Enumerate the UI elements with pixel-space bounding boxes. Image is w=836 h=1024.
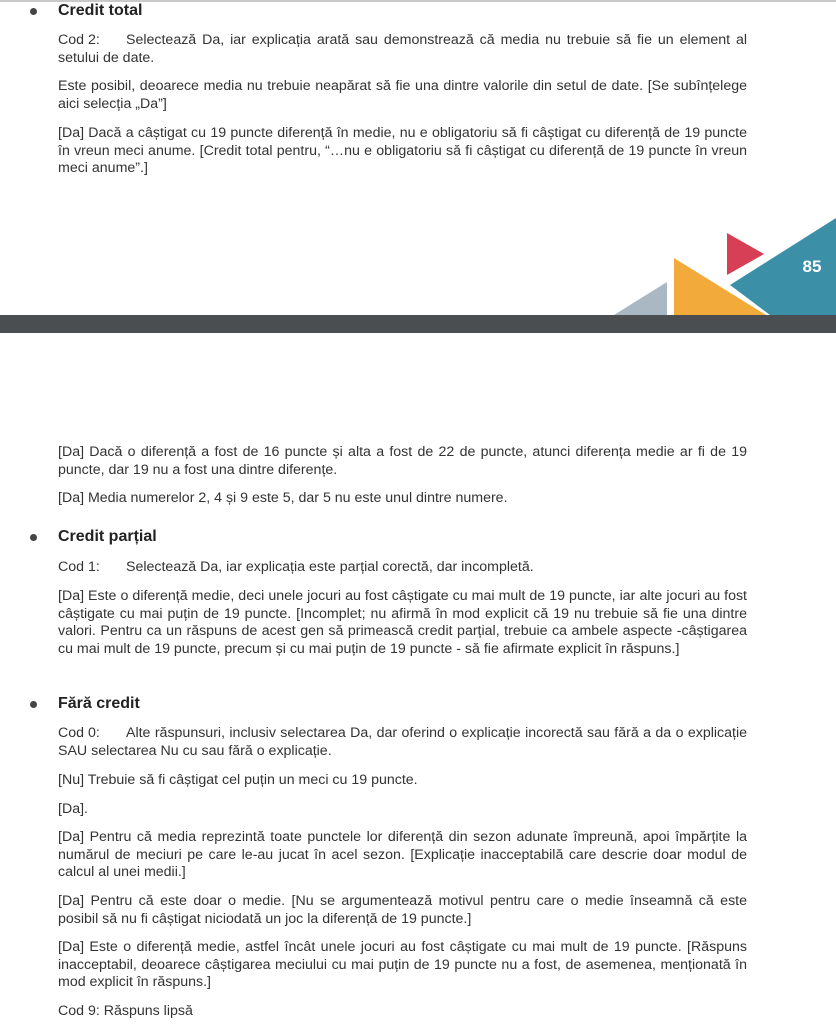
paragraph-media-sum: [Da] Pentru că media reprezintă toate punctele lor diferență din sezon adunate împreună, apoi împărțite la numărul de meciuri pe care le-au jucat în acel sezon. [Explicație inacceptabilă care descrie doar modul de calcul al unei medii.]	[58, 829, 747, 881]
code-9-paragraph: Cod 9: Răspuns lipsă	[58, 1003, 193, 1019]
paragraph-16-22-points: [Da] Dacă o diferență a fost de 16 puncte și alta a fost de 22 de puncte, atunci diferența medie ar fi de 19 puncte, dar 19 nu a fost una dintre diferențe.	[58, 444, 747, 478]
grey-triangle-shape	[614, 282, 667, 315]
paragraph-da-only: [Da].	[58, 801, 88, 817]
paragraph-average-difference: [Da] Este o diferență medie, astfel încât unele jocuri au fost câștigate cu mai mult de 19 puncte. [Răspuns inacceptabil, deoarece câștigarea meciului cu mai puțin de 19 puncte nu a fost, de asemenea, menționată în mod explicit în răspuns.]	[58, 939, 747, 991]
code-1-paragraph	[58, 559, 747, 577]
heading-credit-partial	[30, 528, 157, 546]
code-2-label: Cod 2:	[58, 32, 100, 48]
code-0-text: Alte răspunsuri, inclusiv selectarea Da, dar oferind o explicație incorectă sau fără a da o explicație SAU selectarea Nu cu sau fără o explicație.	[58, 725, 747, 759]
heading-no-credit	[30, 695, 140, 713]
footer-bar	[0, 315, 836, 333]
heading-credit-total-text: Credit total	[58, 2, 143, 19]
paragraph-just-average: [Da] Pentru că este doar o medie. [Nu se argumentează motivul pentru care o medie înseamnă că este posibil să nu fi câștigat niciodată un joc la diferență de 19 puncte.]	[58, 893, 747, 927]
heading-credit-partial-text: Credit parțial	[58, 528, 157, 545]
code-1-label: Cod 1:	[58, 559, 100, 575]
footer-decoration	[0, 0, 836, 330]
paragraph-partial-explanation: [Da] Este o diferență medie, deci unele jocuri au fost câștigate cu mai mult de 19 puncte, iar alte jocuri au fost câștigate cu mai puțin de 19 puncte. [Incomplet; nu afirmă în mod explicit că 19 nu trebuie să fie una dintre valori. Pentru ca un răspuns de acest gen să primească credit parțial, trebuie ca ambele aspecte -câștigarea cu mai mult de 19 puncte, precum și cu mai puțin de 19 puncte - să fie afirmate explicit în răspuns.]	[58, 588, 747, 657]
code-0-paragraph	[58, 725, 747, 760]
bullet-icon	[30, 534, 37, 541]
page-85	[0, 0, 836, 330]
code-1-text: Selectează Da, iar explicația este parțial corectă, dar incompletă.	[126, 559, 534, 575]
paragraph-media-2-4-9: [Da] Media numerelor 2, 4 și 9 este 5, dar 5 nu este unul dintre numere.	[58, 490, 508, 506]
page-number: 85	[802, 257, 822, 276]
code-0-label: Cod 0:	[58, 725, 100, 741]
paragraph-possible: Este posibil, deoarece media nu trebuie neapărat să fie una dintre valorile din setul de date. [Se subînțelege aici selecția „Da”]	[58, 78, 747, 112]
heading-no-credit-text: Fără credit	[58, 695, 140, 712]
code-2-text: Selectează Da, iar explicația arată sau demonstrează că media nu trebuie să fie un element al setului de date.	[58, 32, 747, 66]
bullet-icon	[30, 701, 37, 708]
paragraph-nu-answer: [Nu] Trebuie să fi câștigat cel puțin un meci cu 19 puncte.	[58, 772, 418, 788]
paragraph-da-19-points: [Da] Dacă a câștigat cu 19 puncte diferență în medie, nu e obligatoriu să fi câștigat cu diferență de 19 puncte în vreun meci anume. [Credit total pentru, “…nu e obligatoriu să fi câștigat cu diferență de 19 puncte în vreun meci anume”.]	[58, 125, 747, 177]
page-86	[0, 333, 836, 1024]
